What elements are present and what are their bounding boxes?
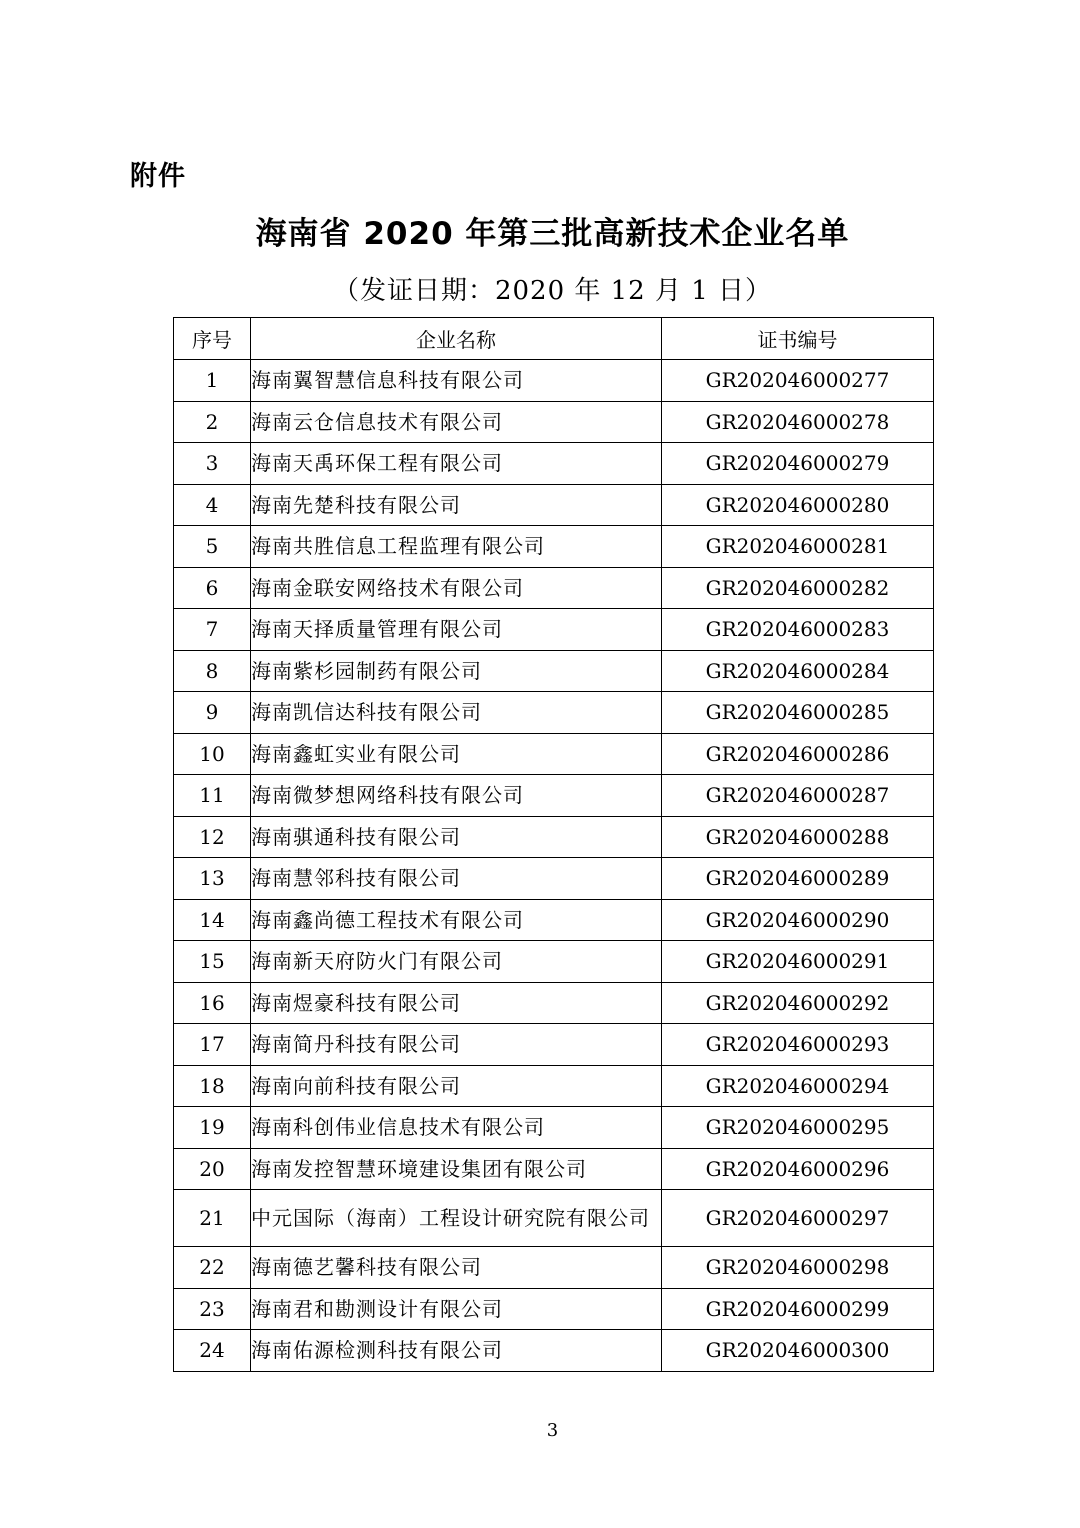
certificate-number: GR202046000289 [662, 858, 934, 900]
company-name: 海南云仓信息技术有限公司 [251, 401, 662, 443]
company-name: 海南煜豪科技有限公司 [251, 982, 662, 1024]
row-index: 4 [174, 484, 251, 526]
row-index: 9 [174, 692, 251, 734]
certificate-number: GR202046000283 [662, 609, 934, 651]
table-row [174, 733, 934, 775]
row-index: 10 [174, 733, 251, 775]
company-name: 海南骐通科技有限公司 [251, 816, 662, 858]
row-index: 20 [174, 1148, 251, 1190]
company-name: 海南先楚科技有限公司 [251, 484, 662, 526]
certificate-number: GR202046000277 [662, 360, 934, 402]
table-body [174, 360, 934, 1372]
row-index: 3 [174, 443, 251, 485]
row-index: 5 [174, 526, 251, 568]
company-name: 中元国际（海南）工程设计研究院有限公司 [251, 1190, 662, 1247]
company-name: 海南简丹科技有限公司 [251, 1024, 662, 1066]
page-number: 3 [546, 1420, 559, 1441]
table-row [174, 941, 934, 983]
company-name: 海南紫杉园制药有限公司 [251, 650, 662, 692]
table-row [174, 526, 934, 568]
company-name: 海南德艺馨科技有限公司 [251, 1247, 662, 1289]
company-name: 海南鑫虹实业有限公司 [251, 733, 662, 775]
row-index: 14 [174, 899, 251, 941]
company-name: 海南科创伟业信息技术有限公司 [251, 1107, 662, 1149]
row-index: 13 [174, 858, 251, 900]
certificate-number: GR202046000278 [662, 401, 934, 443]
row-index: 2 [174, 401, 251, 443]
certificate-number: GR202046000300 [662, 1330, 934, 1372]
company-name: 海南凯信达科技有限公司 [251, 692, 662, 734]
table-row [174, 1107, 934, 1149]
company-name: 海南天择质量管理有限公司 [251, 609, 662, 651]
table-row [174, 567, 934, 609]
company-name: 海南金联安网络技术有限公司 [251, 567, 662, 609]
table-row [174, 1330, 934, 1372]
certificate-number: GR202046000293 [662, 1024, 934, 1066]
row-index: 11 [174, 775, 251, 817]
company-name: 海南天禹环保工程有限公司 [251, 443, 662, 485]
row-index: 6 [174, 567, 251, 609]
row-index: 24 [174, 1330, 251, 1372]
table-row [174, 816, 934, 858]
table-row [174, 1247, 934, 1289]
certificate-number: GR202046000279 [662, 443, 934, 485]
table-row [174, 443, 934, 485]
company-name: 海南佑源检测科技有限公司 [251, 1330, 662, 1372]
company-name: 海南微梦想网络科技有限公司 [251, 775, 662, 817]
attachment-label: 附件 [130, 161, 186, 192]
row-index: 15 [174, 941, 251, 983]
table-row [174, 484, 934, 526]
certificate-number: GR202046000297 [662, 1190, 934, 1247]
issue-date-subtitle: （发证日期：2020 年 12 月 1 日） [332, 276, 773, 306]
row-index: 7 [174, 609, 251, 651]
certificate-number: GR202046000298 [662, 1247, 934, 1289]
certificate-number: GR202046000299 [662, 1288, 934, 1330]
row-index: 16 [174, 982, 251, 1024]
company-name: 海南慧邻科技有限公司 [251, 858, 662, 900]
certificate-number: GR202046000295 [662, 1107, 934, 1149]
company-name: 海南鑫尚德工程技术有限公司 [251, 899, 662, 941]
page-title: 海南省 2020 年第三批高新技术企业名单 [255, 216, 850, 252]
row-index: 8 [174, 650, 251, 692]
row-index: 12 [174, 816, 251, 858]
company-name: 海南向前科技有限公司 [251, 1065, 662, 1107]
company-name: 海南共胜信息工程监理有限公司 [251, 526, 662, 568]
certificate-number: GR202046000291 [662, 941, 934, 983]
table-row [174, 1024, 934, 1066]
row-index: 18 [174, 1065, 251, 1107]
row-index: 22 [174, 1247, 251, 1289]
company-name: 海南翼智慧信息科技有限公司 [251, 360, 662, 402]
table-row [174, 650, 934, 692]
table-row [174, 1190, 934, 1247]
certificate-number: GR202046000288 [662, 816, 934, 858]
certificate-number: GR202046000282 [662, 567, 934, 609]
table-row [174, 609, 934, 651]
header-certificate-number: 证书编号 [662, 318, 934, 360]
row-index: 17 [174, 1024, 251, 1066]
header-index: 序号 [174, 318, 251, 360]
certificate-number: GR202046000284 [662, 650, 934, 692]
row-index: 19 [174, 1107, 251, 1149]
table-header-row [174, 318, 934, 360]
row-index: 23 [174, 1288, 251, 1330]
table-row [174, 775, 934, 817]
table-row [174, 1148, 934, 1190]
table-row [174, 899, 934, 941]
table-row [174, 401, 934, 443]
certificate-number: GR202046000280 [662, 484, 934, 526]
table-row [174, 982, 934, 1024]
table-row [174, 1065, 934, 1107]
certificate-number: GR202046000286 [662, 733, 934, 775]
certificate-number: GR202046000296 [662, 1148, 934, 1190]
certificate-number: GR202046000292 [662, 982, 934, 1024]
company-name: 海南发控智慧环境建设集团有限公司 [251, 1148, 662, 1190]
table-row [174, 1288, 934, 1330]
certificate-number: GR202046000287 [662, 775, 934, 817]
table-row [174, 858, 934, 900]
enterprise-table [173, 317, 934, 1372]
certificate-number: GR202046000290 [662, 899, 934, 941]
row-index: 1 [174, 360, 251, 402]
table-row [174, 692, 934, 734]
table-row [174, 360, 934, 402]
certificate-number: GR202046000285 [662, 692, 934, 734]
company-name: 海南君和勘测设计有限公司 [251, 1288, 662, 1330]
row-index: 21 [174, 1190, 251, 1247]
certificate-number: GR202046000294 [662, 1065, 934, 1107]
header-company-name: 企业名称 [251, 318, 662, 360]
company-name: 海南新天府防火门有限公司 [251, 941, 662, 983]
certificate-number: GR202046000281 [662, 526, 934, 568]
